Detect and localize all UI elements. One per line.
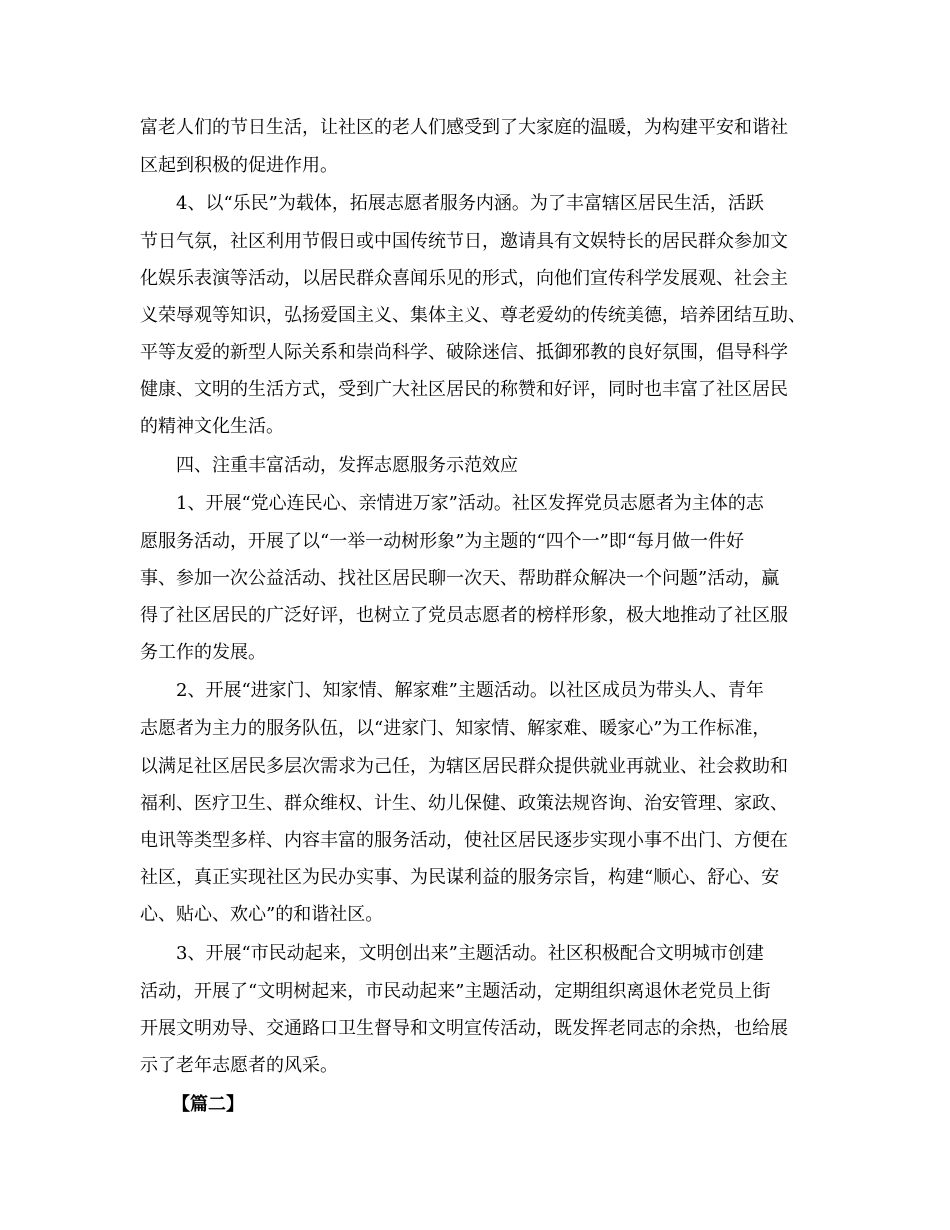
paragraph-line: 节日气氛，社区利用节假日或中国传统节日，邀请具有文娱特长的居民群众参加文 (140, 231, 788, 252)
paragraph-line: 化娱乐表演等活动，以居民群众喜闻乐见的形式，向他们宣传科学发展观、社会主 (140, 268, 788, 289)
paragraph-line: 富老人们的节日生活，让社区的老人们感受到了大家庭的温暖，为构建平安和谐社 (140, 117, 788, 138)
paragraph-line: 志愿者为主力的服务队伍，以“进家门、知家情、解家难、暖家心”为工作标准， (140, 718, 771, 739)
paragraph-line: 务工作的发展。 (140, 642, 266, 663)
paragraph-line: 活动，开展了“文明树起来，市民动起来”主题活动，定期组织离退休老党员上街 (140, 981, 771, 1002)
paragraph-line: 健康、文明的生活方式，受到广大社区居民的称赞和好评，同时也丰富了社区居民 (140, 379, 788, 400)
paragraph-line: 3、开展“市民动起来，文明创出来”主题活动。社区积极配合文明城市创建 (176, 943, 764, 964)
paragraph-line: 1、开展“党心连民心、亲情进万家”活动。社区发挥党员志愿者为主体的志 (176, 493, 764, 514)
section-heading: 四、注重丰富活动，发挥志愿服务示范效应 (176, 455, 518, 476)
paragraph-line: 以满足社区居民多层次需求为己任，为辖区居民群众提供就业再就业、社会救助和 (140, 756, 788, 777)
paragraph-line: 事、参加一次公益活动、找社区居民聊一次天、帮助群众解决一个问题”活动，赢 (140, 568, 780, 589)
paragraph-line: 愿服务活动，开展了以“一举一动树形象”为主题的“四个一”即“每月做一件好 (140, 531, 745, 552)
paragraph-line: 开展文明劝导、交通路口卫生督导和文明宣传活动，既发挥老同志的余热，也给展 (140, 1018, 788, 1039)
paragraph-line: 心、贴心、欢心”的和谐社区。 (140, 904, 384, 925)
paragraph-line: 示了老年志愿者的风采。 (140, 1055, 338, 1076)
paragraph-line: 的精神文化生活。 (140, 416, 284, 437)
paragraph-line: 社区，真正实现社区为民办实事、为民谋利益的服务宗旨，构建“顺心、舒心、安 (140, 867, 780, 888)
paragraph-line: 福利、医疗卫生、群众维权、计生、幼儿保健、政策法规咨询、治安管理、家政、 (140, 793, 788, 814)
paragraph-line: 电讯等类型多样、内容丰富的服务活动，使社区居民逐步实现小事不出门、方便在 (140, 830, 788, 851)
paragraph-line: 义荣辱观等知识，弘扬爱国主义、集体主义、尊老爱幼的传统美德，培养团结互助、 (140, 305, 806, 326)
paragraph-line: 4、以“乐民”为载体，拓展志愿者服务内涵。为了丰富辖区居民生活，活跃 (176, 193, 764, 214)
paragraph-line: 2、开展“进家门、知家情、解家难”主题活动。以社区成员为带头人、青年 (176, 680, 764, 701)
paragraph-line: 平等友爱的新型人际关系和崇尚科学、破除迷信、抵御邪教的良好氛围，倡导科学 (140, 342, 788, 363)
paragraph-line: 得了社区居民的广泛好评，也树立了党员志愿者的榜样形象，极大地推动了社区服 (140, 605, 788, 626)
section-marker: 【篇二】 (172, 1094, 244, 1115)
paragraph-line: 区起到积极的促进作用。 (140, 155, 338, 176)
